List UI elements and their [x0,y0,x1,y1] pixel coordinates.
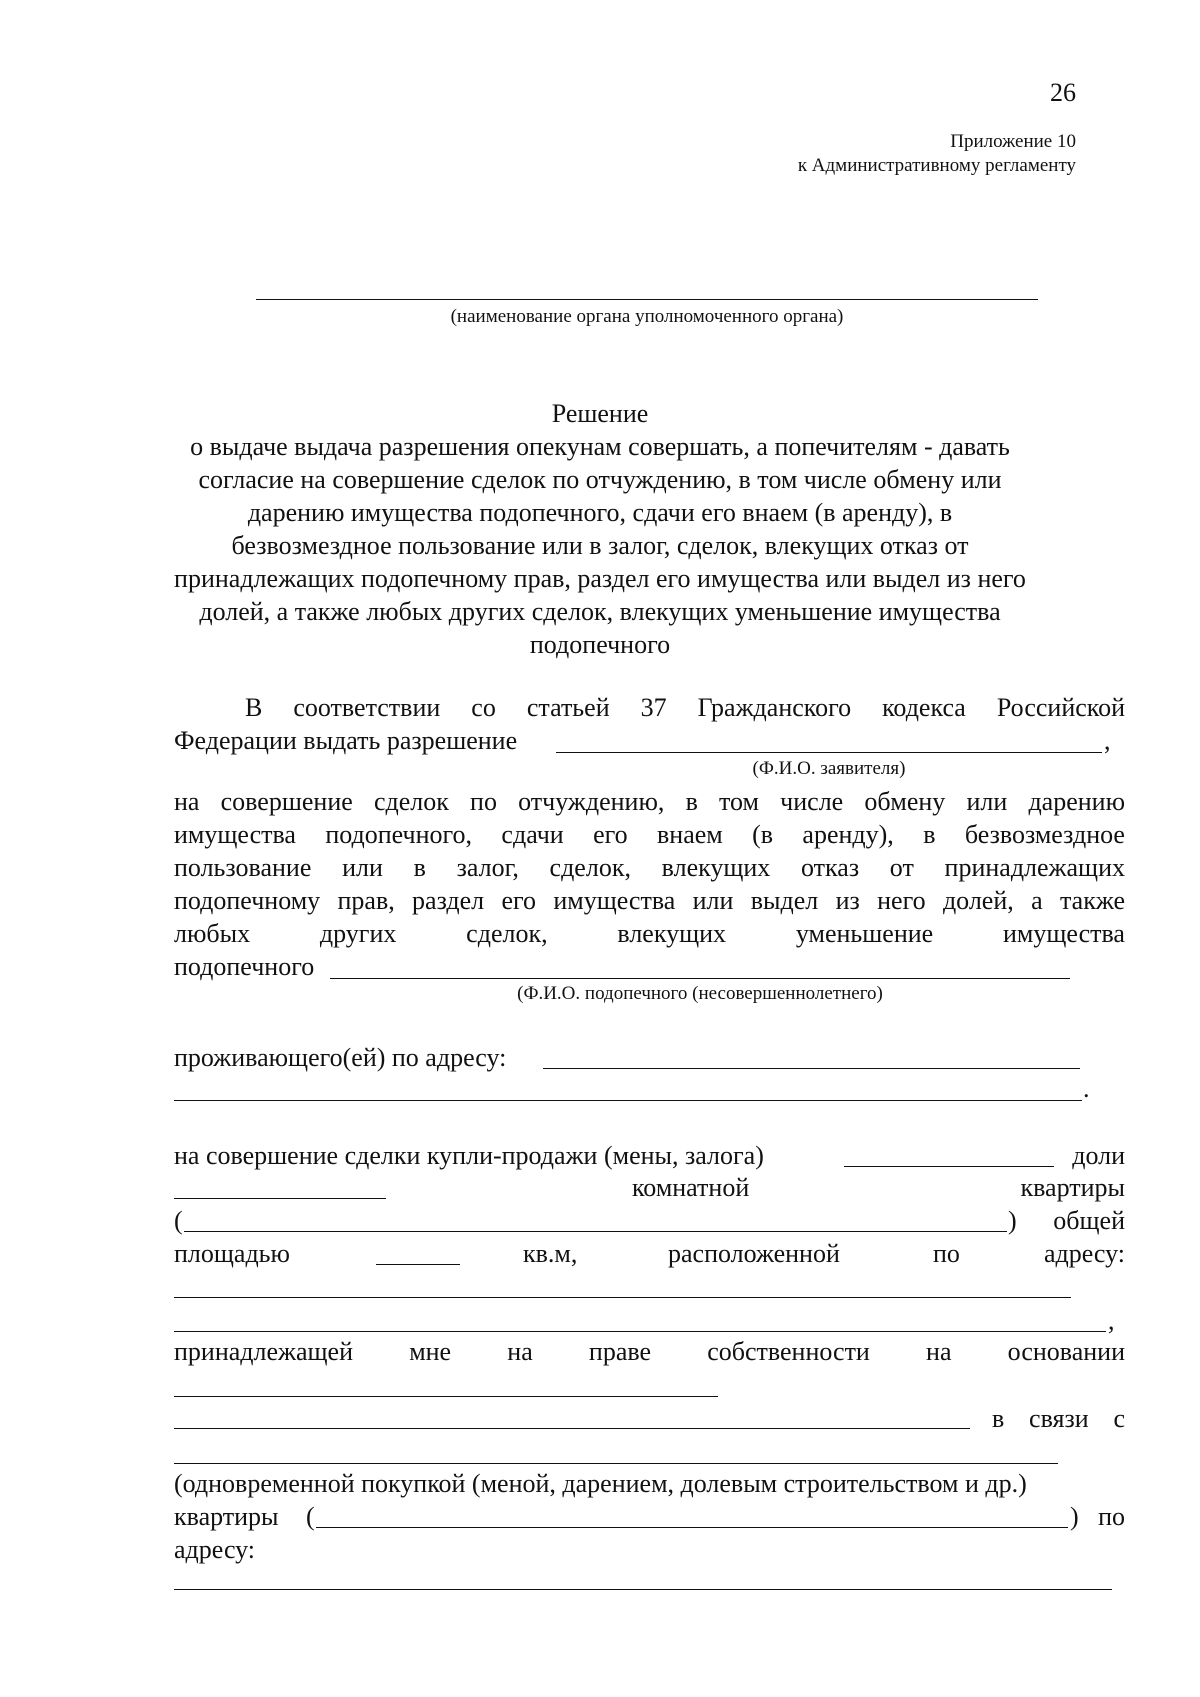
applicant-caption: (Ф.И.О. заявителя) [752,758,906,779]
room-count-field[interactable] [174,1198,386,1199]
ward-caption: (Ф.И.О. подопечного (несовершеннолетнего) [517,983,883,1004]
word: его [593,820,628,849]
word: имущества [174,820,296,849]
word: в [992,1404,1005,1433]
word: или [966,787,1008,816]
ward-name-field[interactable] [330,978,1070,979]
word: Гражданского [697,693,852,722]
property-address-field[interactable] [174,1297,1071,1298]
word: выдел [750,886,819,915]
paragraph-line-ward: подопечного [174,952,315,981]
appendix-reference: к Административному регламенту [797,155,1076,176]
area-field[interactable] [376,1264,460,1265]
comma: , [1104,726,1111,755]
word: кодекса [882,693,966,722]
paragraph-line [174,919,1125,949]
area-label: площадью [174,1239,290,1268]
sqm-label: кв.м, [523,1239,578,1268]
word: Российской [996,693,1125,722]
comma: , [1108,1306,1115,1335]
word: него [877,886,926,915]
word: из [835,886,860,915]
ownership-basis-field-2[interactable] [174,1428,970,1429]
subtitle-line: принадлежащих подопечному прав, раздел его имущества или выдел из него [174,564,1026,593]
word: по [470,787,497,816]
page-number: 26 [1050,78,1076,107]
word: основании [1007,1337,1125,1366]
word: аренду), [802,820,894,849]
word: собственности [707,1337,870,1366]
rooms-label: комнатной [632,1173,750,1202]
word: в [413,853,426,882]
applicant-name-field[interactable] [556,752,1102,753]
word: от [889,853,914,882]
paragraph-line [174,820,1125,850]
word: отказ [801,853,860,882]
word: любых [174,919,251,948]
at-label: по [1098,1502,1125,1531]
subtitle-line: о выдаче выдача разрешения опекунам совершать, а попечителям - давать [190,432,1010,461]
address-label: адресу: [1043,1239,1125,1268]
appendix-label: Приложение 10 [950,131,1076,152]
property-address-field-2[interactable] [174,1331,1106,1332]
word: подопечного, [325,820,473,849]
word: или [342,853,383,882]
subtitle-line: подопечного [529,630,671,659]
word: а [1031,886,1043,915]
word: том [719,787,759,816]
word: сделок, [549,853,631,882]
word: залог, [456,853,519,882]
authority-name-line [256,299,1038,300]
word: 37 [640,693,667,722]
word: имущества [553,886,676,915]
word: на [507,1337,533,1366]
word: статьей [526,693,610,722]
word: в [923,820,936,849]
purchase-line: (одновременной покупкой (меной, дарением, долевым строительством и др.) [174,1469,1027,1498]
deal-label: на совершение сделки купли-продажи (мены, залога) [174,1141,764,1170]
document-subtitle [0,430,1200,661]
apartment-label: квартиры [174,1502,279,1531]
subtitle-line: долей, а также любых других сделок, влекущих уменьшение имущества [199,597,1001,626]
word: пользование [174,853,312,882]
subtitle-line: дарению имущества подопечного, сдачи его внаем (в аренду), в [247,498,953,527]
residing-address-field[interactable] [543,1068,1080,1069]
word: влекущих [617,919,727,948]
authority-caption: (наименование органа уполномоченного органа) [450,306,844,327]
residing-address-field-2[interactable] [174,1100,1082,1101]
apartment-details-field[interactable] [184,1231,1007,1232]
word: других [319,919,397,948]
word: мне [409,1337,452,1366]
subtitle-line: согласие на совершение сделок по отчуждению, в том числе обмену или [198,465,1002,494]
word: в [685,787,698,816]
new-address-field[interactable] [174,1589,1112,1590]
paragraph-line-permission: Федерации выдать разрешение [174,726,518,755]
paragraph-line [174,886,1125,916]
word: уменьшение [795,919,934,948]
located-label: расположенной [668,1239,840,1268]
word: сделок [373,787,449,816]
close-paren: ) [1070,1502,1079,1531]
subtitle-line: безвозмездное пользование или в залог, сделок, влекущих отказ от [231,531,969,560]
word: принадлежащей [174,1337,354,1366]
apartment-label: квартиры [1020,1173,1125,1202]
word: (в [752,820,774,849]
word: связи [1029,1404,1089,1433]
word: долей, [942,886,1014,915]
word: со [471,693,496,722]
word: соответствии [293,693,441,722]
word: подопечному [174,886,321,915]
total-label: общей [1053,1206,1125,1235]
ownership-line [174,1337,1125,1367]
word: также [1059,886,1125,915]
word: раздел [412,886,485,915]
period: . [1083,1074,1090,1103]
word: прав, [337,886,395,915]
paragraph-line [174,787,1125,817]
word: отчуждению, [518,787,665,816]
word: имущества [1003,919,1125,948]
word: на [926,1337,952,1366]
word: на [174,787,200,816]
open-paren: ( [174,1206,183,1235]
word: совершение [220,787,353,816]
paragraph-line [245,693,1125,723]
word: безвозмездное [964,820,1125,849]
word: внаем [657,820,723,849]
word: или [692,886,734,915]
share-label: доли [1072,1141,1125,1170]
at-label: по [933,1239,960,1268]
word: с [1113,1404,1125,1433]
share-field[interactable] [844,1166,1054,1167]
word: влекущих [661,853,771,882]
open-paren: ( [306,1502,315,1531]
word: обмену [864,787,946,816]
word: сдачи [501,820,564,849]
document-title: Решение [551,399,649,428]
word: принадлежащих [944,853,1125,882]
word: праве [588,1337,652,1366]
residing-label: проживающего(ей) по адресу: [174,1043,507,1072]
word: В [245,693,263,722]
word: числе [780,787,844,816]
address-label: адресу: [174,1535,256,1564]
paragraph-line [174,853,1125,883]
new-apartment-field[interactable] [316,1527,1068,1528]
word: дарению [1028,787,1125,816]
close-paren: ) [1008,1206,1017,1235]
reason-field[interactable] [174,1463,1058,1464]
word: его [501,886,537,915]
word: сделок, [466,919,548,948]
in-connection-label [992,1404,1125,1434]
ownership-basis-field[interactable] [174,1396,718,1397]
